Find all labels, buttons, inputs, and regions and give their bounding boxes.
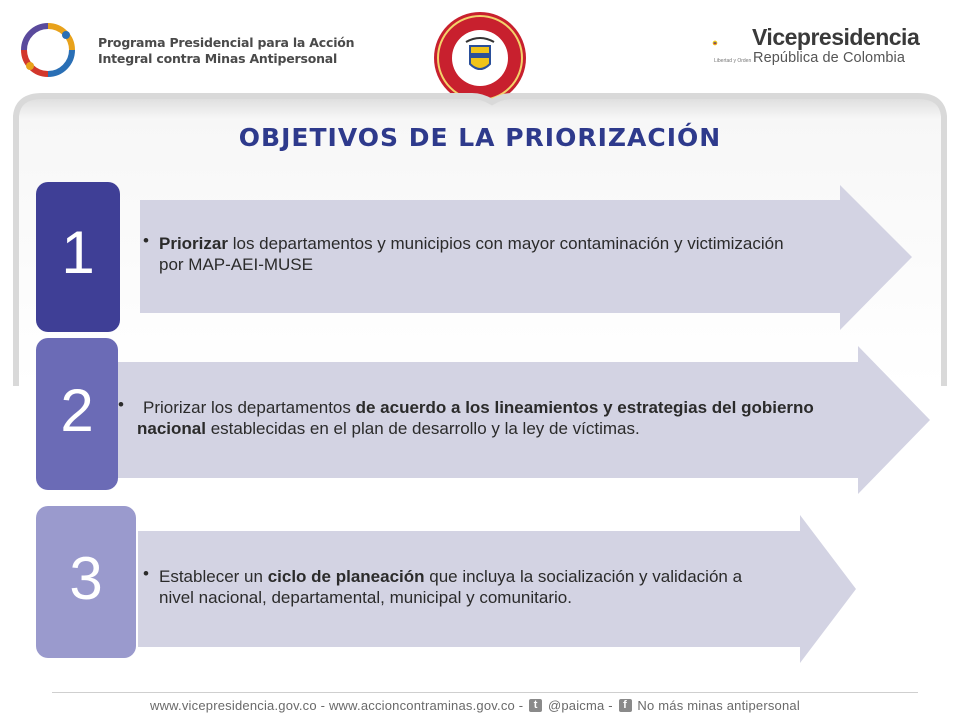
paicma-logo-icon [18, 20, 78, 80]
objective-1-bold: Priorizar [159, 234, 228, 253]
vp-title: Vicepresidencia [752, 24, 920, 50]
objective-3-number-box [36, 506, 136, 658]
objective-2-number-box [36, 338, 118, 490]
vp-subtitle: República de Colombia [753, 50, 906, 66]
footer-separator: - [320, 698, 326, 714]
program-name [98, 35, 354, 67]
objective-2-rest: establecidas en el plan de desarrollo y la ley de víctimas. [205, 419, 640, 438]
footer-link-accioncontraminas[interactable]: www.accioncontraminas.gov.co [328, 698, 515, 714]
objective-3-bold: ciclo de planeación [267, 567, 425, 586]
objective-2-bold: de acuerdo a los lineamientos y estrategias del gobierno nacional [137, 398, 814, 438]
objective-1-text [159, 233, 799, 275]
objective-2-text [137, 397, 857, 439]
objective-3-rest: que incluya la socialización y validación a nivel nacional, departamental, municipal y comunitario. [159, 567, 743, 607]
objective-2-pre: Priorizar los departamentos [143, 398, 356, 417]
objective-3-pre: Establecer un [159, 567, 268, 586]
objective-2-number: 2 [60, 377, 94, 444]
objective-1-bullet: • [143, 231, 149, 250]
objective-1-rest: los departamentos y municipios con mayor contaminación y victimización por MAP-AEI-MUSE [159, 234, 784, 274]
objective-1-number: 1 [61, 219, 95, 286]
footer [150, 697, 800, 713]
twitter-icon: t [529, 699, 542, 712]
footer-divider [52, 692, 918, 693]
objective-3-text [159, 566, 759, 608]
footer-separator: - [518, 698, 524, 714]
objective-3-number: 3 [69, 545, 103, 612]
footer-separator: - [608, 698, 613, 714]
objective-3-bullet: • [143, 564, 149, 583]
facebook-icon: f [619, 699, 632, 712]
program-line2: Integral contra Minas Antipersonal [98, 51, 338, 66]
objective-2-bullet: • [118, 395, 124, 414]
footer-facebook[interactable]: No más minas antipersonal [637, 698, 800, 714]
vp-caption: Libertad y Orden [714, 58, 752, 64]
page-title: OBJETIVOS DE LA PRIORIZACIÓN [238, 123, 722, 152]
objective-1-number-box [36, 182, 120, 332]
program-line1: Programa Presidencial para la Acción [98, 35, 355, 50]
footer-twitter[interactable]: @paicma [547, 698, 605, 714]
footer-link-vicepresidencia[interactable]: www.vicepresidencia.gov.co [150, 698, 317, 714]
